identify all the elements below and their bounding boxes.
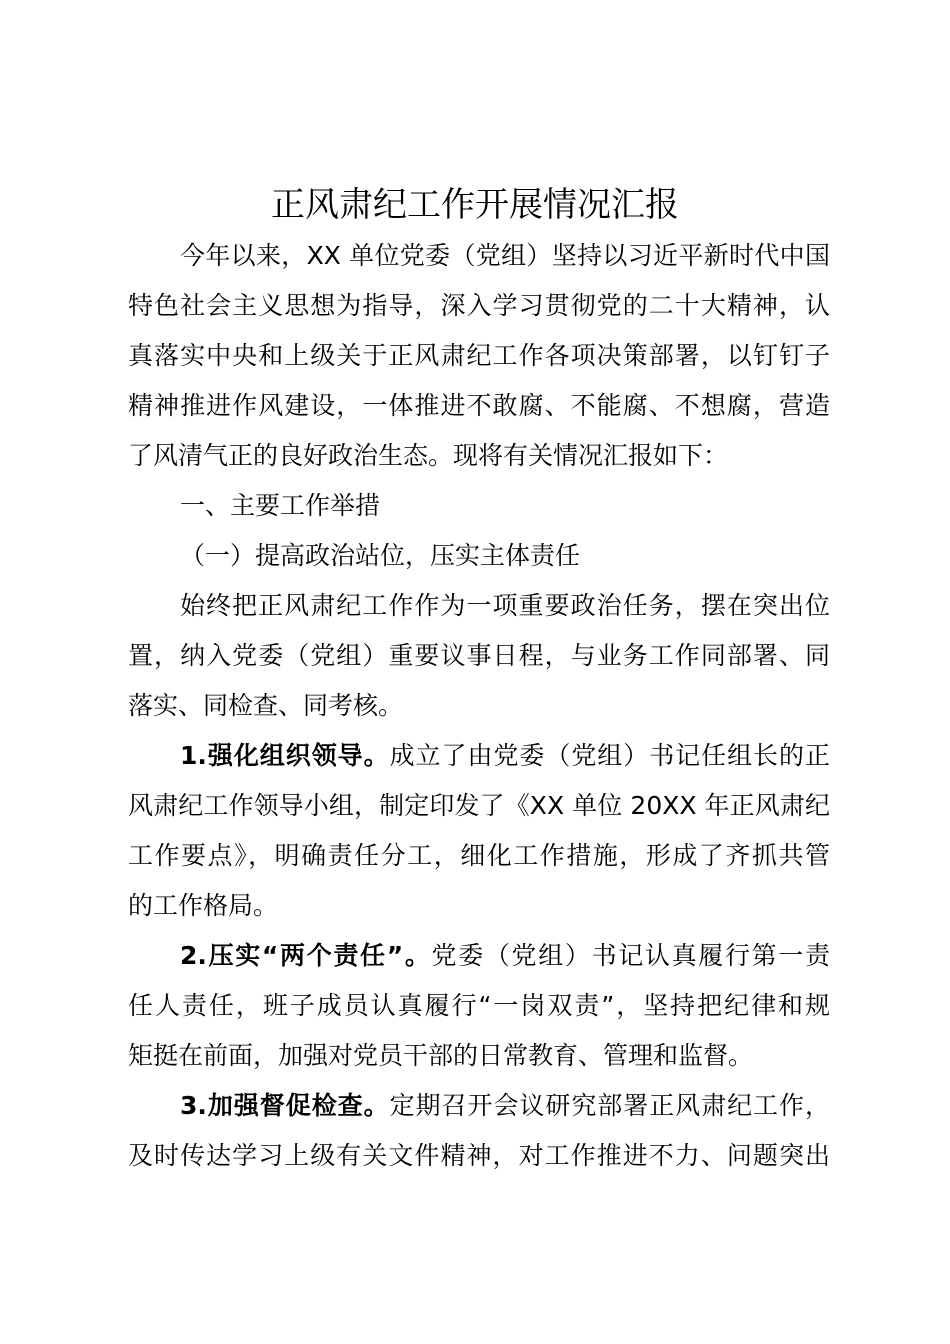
section-heading: 一、主要工作举措 — [180, 491, 381, 520]
intro-line: 精神推进作风建设，一体推进不敢腐、不能腐、不想腐，营造 — [128, 391, 830, 420]
intro-line: 特色社会主义思想为指导，深入学习贯彻党的二十大精神，认 — [128, 291, 830, 320]
paragraph-line: 的工作格局。 — [128, 891, 279, 920]
subsection-heading: （一）提高政治站位，压实主体责任 — [180, 541, 581, 570]
document-title: 正风肃纪工作开展情况汇报 — [271, 185, 679, 225]
item-text: 定期召开会议研究部署正风肃纪工作， — [389, 1091, 830, 1120]
item-label: 1.强化组织领导。 — [180, 741, 390, 770]
paragraph-line: 矩挺在前面，加强对党员干部的日常教育、管理和监督。 — [128, 1041, 754, 1070]
item-first-line — [128, 731, 830, 781]
paragraph-line: 始终把正风肃纪工作作为一项重要政治任务，摆在突出位 — [180, 591, 830, 620]
paragraph-line: 任人责任，班子成员认真履行“一岗双责”，坚持把纪律和规 — [128, 991, 830, 1020]
item-label: 3.加强督促检查。 — [180, 1091, 390, 1120]
paragraph-line: 及时传达学习上级有关文件精神，对工作推进不力、问题突出 — [128, 1141, 830, 1170]
paragraph-line: 风肃纪工作领导小组，制定印发了《XX 单位 20XX 年正风肃纪 — [128, 791, 830, 820]
item-text: 成立了由党委（党组）书记任组长的正 — [389, 741, 830, 770]
document-body — [128, 231, 830, 1181]
item-text: 党委（党组）书记认真履行第一责 — [431, 941, 830, 970]
intro-line: 了风清气正的良好政治生态。现将有关情况汇报如下： — [128, 441, 729, 470]
paragraph-line: 落实、同检查、同考核。 — [128, 691, 404, 720]
paragraph-line: 工作要点》，明确责任分工，细化工作措施，形成了齐抓共管 — [128, 841, 830, 870]
item-label: 2.压实“两个责任”。 — [180, 941, 432, 970]
item-first-line — [128, 931, 830, 981]
intro-line: 今年以来，XX 单位党委（党组）坚持以习近平新时代中国 — [180, 241, 830, 270]
intro-line: 真落实中央和上级关于正风肃纪工作各项决策部署，以钉钉子 — [128, 341, 830, 370]
paragraph-line: 置，纳入党委（党组）重要议事日程，与业务工作同部署、同 — [128, 641, 830, 670]
item-first-line — [128, 1081, 830, 1131]
